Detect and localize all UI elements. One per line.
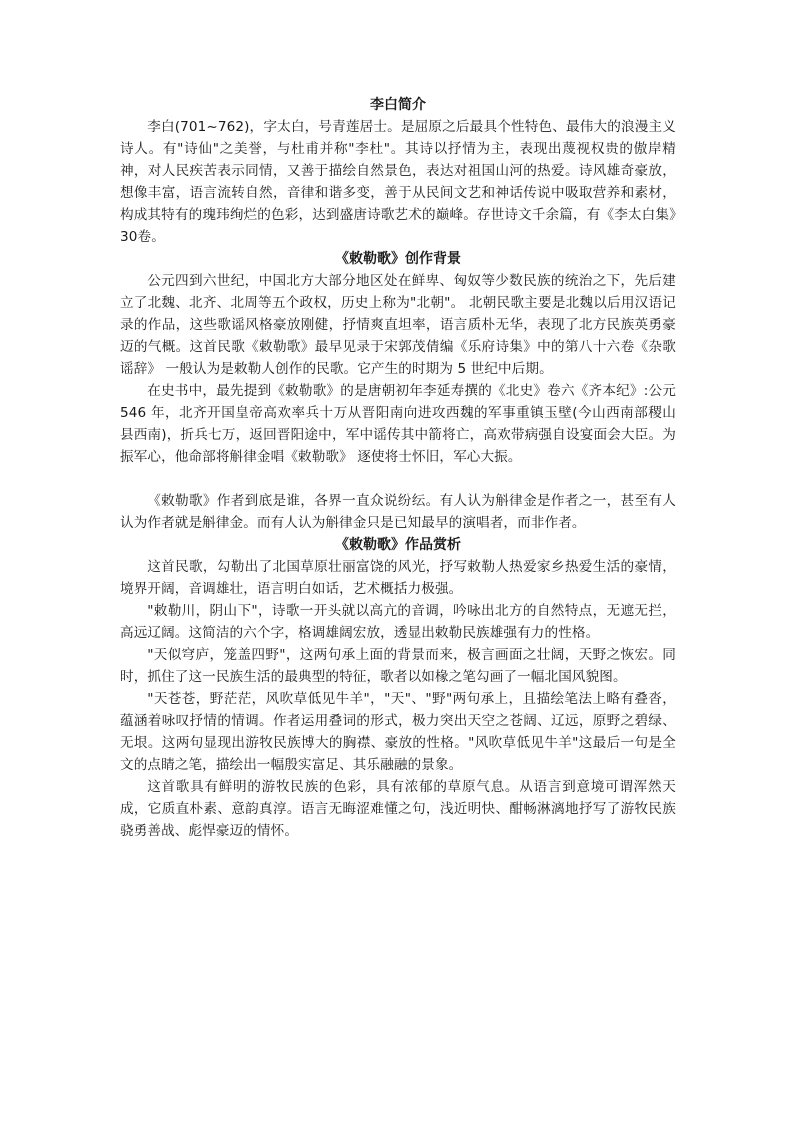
paragraph-appreciation-2: "敕勒川，阴山下"，诗歌一开头就以高亢的音调，吟咏出北方的自然特点，无遮无拦，高远辽阔。这简洁的六个字，格调雄阔宏放，透显出敕勒民族雄强有力的性格。 bbox=[120, 603, 676, 641]
paragraph-background-2: 在史书中，最先提到《敕勒歌》的是唐朝初年李延寿撰的《北史》卷六《齐本纪》:公元 546 年，北齐开国皇帝高欢率兵十万从晋阳南向进攻西魏的军事重镇玉壁(今山西南部稷山县西南)，折兵七万，返回晋阳途中，军中谣传其中箭将亡，高欢带病强自设宴面会大臣。为振军心，他命部将斛律金唱《敕勒歌》 逐使将士怀旧，军心大振。 bbox=[120, 383, 676, 465]
paragraph-appreciation-5: 这首歌具有鲜明的游牧民族的色彩，具有浓郁的草原气息。从语言到意境可谓浑然天成，它质直朴素、意韵真淳。语言无晦涩难懂之句，浅近明快、酣畅淋漓地抒写了游牧民族骁勇善战、彪悍豪迈的情怀。 bbox=[120, 779, 676, 839]
paragraph-appreciation-1: 这首民歌，勾勒出了北国草原壮丽富饶的风光，抒写敕勒人热爱家乡热爱生活的豪情，境界开阔，音调雄壮，语言明白如话，艺术概括力极强。 bbox=[120, 559, 676, 597]
blank-line bbox=[120, 468, 676, 490]
paragraph-background-1: 公元四到六世纪，中国北方大部分地区处在鲜卑、匈奴等少数民族的统治之下，先后建立了北魏、北齐、北周等五个政权，历史上称为"北朝"。 北朝民歌主要是北魏以后用汉语记录的作品，这些歌谣风格豪放刚健，抒情爽直坦率，语言质朴无华，表现了北方民族英勇豪迈的气概。这首民歌《敕勒歌》最早见录于宋郭茂倩编《乐府诗集》中的第八十六卷《杂歌谣辞》 一般认为是敕勒人创作的民歌。它产生的时期为 5 世纪中后期。 bbox=[120, 273, 676, 377]
section-title-li-bai-intro: 李白简介 bbox=[370, 97, 426, 113]
section-title-background: 《敕勒歌》创作背景 bbox=[335, 251, 461, 267]
paragraph-appreciation-4: "天苍苍，野茫茫，风吹草低见牛羊"，"天"、"野"两句承上，且描绘笔法上略有叠沓，蕴涵着咏叹抒情的情调。作者运用叠词的形式，极力突出天空之苍阔、辽远，原野之碧绿、无垠。这两句显现出游牧民族博大的胸襟、豪放的性格。"风吹草低见牛羊"这最后一句是全文的点睛之笔，描绘出一幅殷实富足、其乐融融的景象。 bbox=[120, 691, 676, 773]
paragraph-appreciation-3: "天似穹庐，笼盖四野"，这两句承上面的背景而来，极言画面之壮阔，天野之恢宏。同时，抓住了这一民族生活的最典型的特征，歌者以如椽之笔勾画了一幅北国风貌图。 bbox=[120, 647, 676, 685]
paragraph-author-note: 《敕勒歌》作者到底是谁，各界一直众说纷纭。有人认为斛律金是作者之一，甚至有人认为作者就是斛律金。而有人认为斛律金只是已知最早的演唱者，而非作者。 bbox=[120, 493, 676, 531]
document-body bbox=[120, 94, 676, 842]
paragraph-li-bai-bio: 李白(701~762)，字太白，号青莲居士。是屈原之后最具个性特色、最伟大的浪漫主义诗人。有"诗仙"之美誉，与杜甫并称"李杜"。其诗以抒情为主，表现出蔑视权贵的傲岸精神，对人民疾苦表示同情，又善于描绘自然景色，表达对祖国山河的热爱。诗风雄奇豪放，想像丰富，语言流转自然，音律和谐多变，善于从民间文艺和神话传说中吸取营养和素材，构成其特有的瑰玮绚烂的色彩，达到盛唐诗歌艺术的巅峰。存世诗文千余篇，有《李太白集》30卷。 bbox=[120, 119, 676, 245]
section-title-appreciation: 《敕勒歌》作品赏析 bbox=[335, 537, 461, 553]
